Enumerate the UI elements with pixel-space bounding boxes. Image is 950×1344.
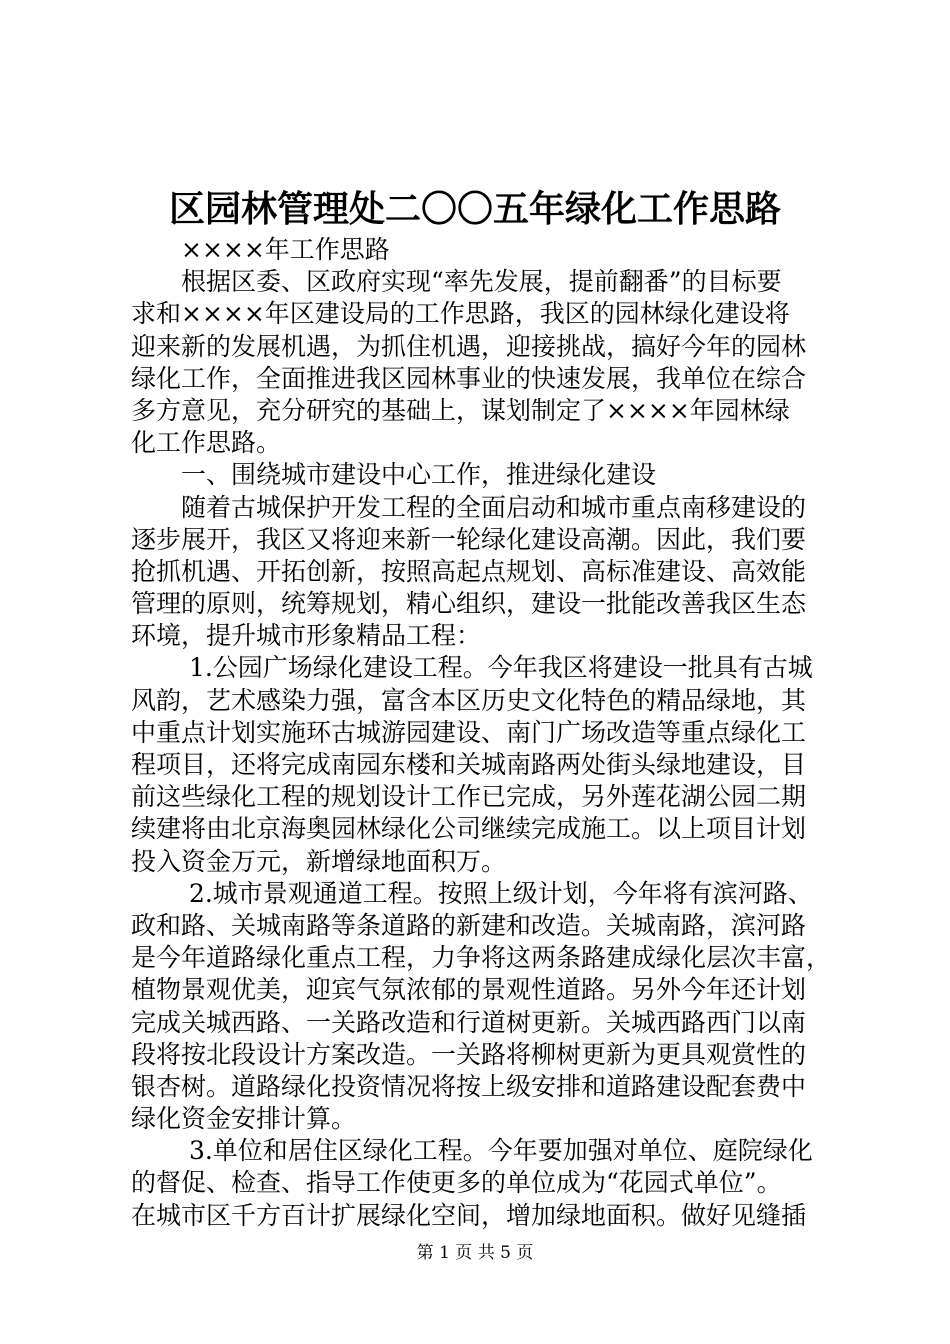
text-line: 管理的原则，统筹规划，精心组织，建设一批能改善我区生态	[131, 589, 807, 619]
text-line: 逐步展开，我区又将迎来新一轮绿化建设高潮。因此，我们要	[131, 524, 807, 554]
text-line: 环境，提升城市形象精品工程：	[131, 621, 482, 651]
text-line: 银杏树。道路绿化投资情况将按上级安排和道路建设配套费中	[131, 1071, 807, 1101]
text-line: 绿化工作，全面推进我区园林事业的快速发展，我单位在综合	[131, 363, 807, 393]
text-line: 投入资金万元，新增绿地面积万。	[131, 846, 507, 876]
text-line: 根据区委、区政府实现“率先发展，提前翻番”的目标要	[131, 267, 782, 297]
text-line: 抢抓机遇、开拓创新，按照高起点规划、高标准建设、高效能	[131, 556, 807, 586]
text-line: 段将按北段设计方案改造。一关路将柳树更新为更具观赏性的	[131, 1039, 807, 1069]
text-line: 2.城市景观通道工程。按照上级计划，今年将有滨河路、	[131, 878, 813, 908]
text-line: 3.单位和居住区绿化工程。今年要加强对单位、庭院绿化	[131, 1136, 813, 1166]
text-line: 植物景观优美，迎宾气氛浓郁的景观性道路。另外今年还计划	[131, 975, 807, 1005]
document-body	[131, 234, 831, 1232]
document-title: 区园林管理处二〇〇五年绿化工作思路	[168, 188, 781, 230]
text-line: 续建将由北京海奥园林绿化公司继续完成施工。以上项目计划	[131, 814, 807, 844]
text-line: 程项目，还将完成南园东楼和关城南路两处街头绿地建设，目	[131, 750, 807, 779]
text-line: 风韵，艺术感染力强，富含本区历史文化特色的精品绿地，其	[131, 685, 807, 715]
page-footer: 第 1 页 共 5 页	[416, 1243, 534, 1263]
text-line: 迎来新的发展机遇，为抓住机遇，迎接挑战，搞好今年的园林	[131, 331, 807, 361]
text-line: 一、围绕城市建设中心工作，推进绿化建设	[131, 460, 657, 490]
text-line: 在城市区千方百计扩展绿化空间，增加绿地面积。做好见缝插	[131, 1200, 807, 1230]
text-line: 随着古城保护开发工程的全面启动和城市重点南移建设的	[131, 492, 807, 522]
text-line: 完成关城西路、一关路改造和行道树更新。关城西路西门以南	[131, 1007, 807, 1037]
text-line: 化工作思路。	[131, 428, 282, 458]
text-line: 前这些绿化工程的规划设计工作已完成，另外莲花湖公园二期	[131, 782, 807, 812]
text-line: 求和××××年区建设局的工作思路，我区的园林绿化建设将	[131, 299, 790, 329]
text-line: 多方意见，充分研究的基础上，谋划制定了××××年园林绿	[131, 395, 790, 425]
text-line: 1.公园广场绿化建设工程。今年我区将建设一批具有古城	[131, 653, 813, 683]
text-line: ××××年工作思路	[131, 235, 390, 264]
text-line: 的督促、检查、指导工作使更多的单位成为“花园式单位”。	[131, 1168, 782, 1198]
text-line: 中重点计划实施环古城游园建设、南门广场改造等重点绿化工	[131, 717, 807, 747]
text-line: 政和路、关城南路等条道路的新建和改造。关城南路，滨河路	[131, 910, 807, 940]
text-line: 绿化资金安排计算。	[131, 1104, 357, 1134]
text-line: 是今年道路绿化重点工程，力争将这两条路建成绿化层次丰富，	[131, 943, 832, 973]
